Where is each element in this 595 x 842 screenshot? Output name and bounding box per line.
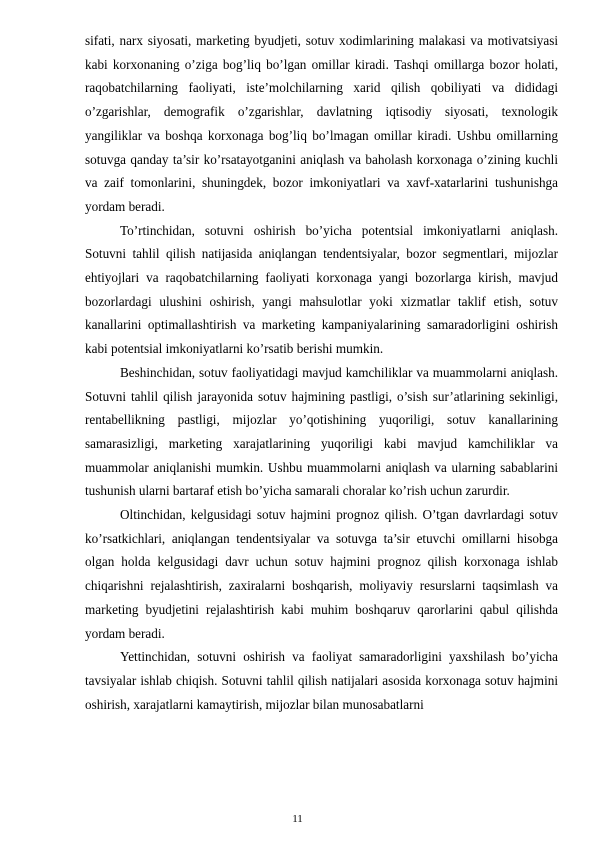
- paragraph-2: To’rtinchidan, sotuvni oshirish bo’yicha potentsial imkoniyatlarni aniqlash. Sotuvni tahlil qilish natijasida aniqlangan tendentsiyalar, bozor segmentlari, mijozlar ehtiyojlari va raqobatchilarning faoliyati korxonaga yangi bozorlarga kirish, mavjud bozorlardagi ulushini oshirish, yangi mahsulotlar yoki xizmatlar taklif etish, sotuv kanallarini optimallashtirish va marketing kampaniyalarining samaradorligini oshirish kabi potentsial imkoniyatlarni ko’rsatib berishi mumkin.: [85, 222, 558, 357]
- paragraph-3: Beshinchidan, sotuv faoliyatidagi mavjud kamchiliklar va muammolarni aniqlash. Sotuvni tahlil qilish jarayonida sotuv hajmining pastligi, o’sish sur’atlarining sekinligi, rentabellikning pastligi, mijozlar yo’qotishining yuqoriligi, sotuv kanallarining samarasizligi, marketing xarajatlarining yuqoriligi kabi mavjud kamchiliklar va muammolar aniqlanishi mumkin. Ushbu muammolarni aniqlash va ularning sabablarini tushunish ularni bartaraf etish bo’yicha samarali choralar ko’rish uchun zarurdir.: [85, 364, 558, 499]
- paragraph-4: Oltinchidan, kelgusidagi sotuv hajmini prognoz qilish. O’tgan davrlardagi sotuv ko’rsatkichlari, aniqlangan tendentsiyalar va sotuvga ta’sir etuvchi omillarni hisobga olgan holda kelgusidagi davr uchun sotuv hajmini prognoz qilish korxonaga ishlab chiqarishni rejalashtirish, zaxiralarni boshqarish, moliyaviy resurslarni taqsimlash va marketing byudjetini rejalashtirish kabi muhim boshqaruv qarorlarini qabul qilishda yordam beradi.: [85, 507, 558, 641]
- page-number: 11: [292, 813, 303, 825]
- document-body: [85, 29, 558, 716]
- paragraph-1: sifati, narx siyosati, marketing byudjeti, sotuv xodimlarining malakasi va motivatsiyasi kabi korxonaning o’ziga bog’liq bo’lgan omillar kiradi. Tashqi omillarga bozor holati, raqobatchilarning faoliyati, iste’molchilarning xarid qilish qobiliyati va dididagi o’zgarishlar, demografik o’zgarishlar, davlatning iqtisodiy siyosati, texnologik yangiliklar va boshqa korxonaga bog’liq bo’lmagan omillar kiradi. Ushbu omillarning sotuvga qanday ta’sir ko’rsatayotganini aniqlash va baholash korxonaga o’zining kuchli va zaif tomonlarini, shuningdek, bozor imkoniyatlari va xavf-xatarlarini tushunishga yordam beradi.: [85, 33, 558, 214]
- paragraph-5: Yettinchidan, sotuvni oshirish va faoliyat samaradorligini yaxshilash bo’yicha tavsiyalar ishlab chiqish. Sotuvni tahlil qilish natijalari asosida korxonaga sotuv hajmini oshirish, xarajatlarni kamaytirish, mijozlar bilan munosabatlarni: [85, 649, 558, 712]
